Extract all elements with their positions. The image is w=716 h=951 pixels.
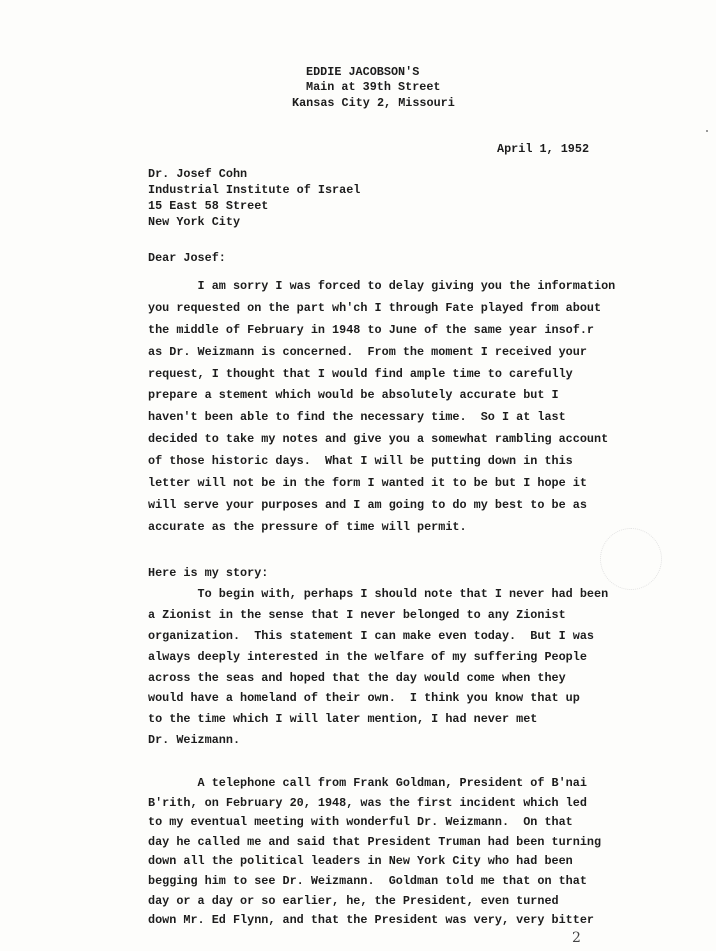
text-line: Dr. Weizmann. [148,733,241,748]
address-line: Dr. Josef Cohn [148,167,248,181]
text-line: would have a homeland of their own. I think you know that up [148,691,580,706]
paragraph-3 [148,776,601,933]
text-line: always deeply interested in the welfare of my suffering People [148,649,587,664]
text-line: day or a day or so earlier, he, the President, even turned [148,893,559,908]
address-line: 15 East 58 Street [148,199,269,213]
text-line: organization. This statement I can make even today. But I was [148,628,594,643]
text-line: I am sorry I was forced to delay giving you the information [148,279,616,293]
text-line: of those historic days. What I will be putting down in this [148,454,573,469]
text-line: To begin with, perhaps I should note that I never had been [148,587,609,601]
paragraph-1 [148,279,615,542]
letterhead-street: Main at 39th Street [306,80,441,94]
text-line: accurate as the pressure of time will permit. [148,519,467,534]
story-heading: Here is my story: [148,566,269,580]
page-number: 2 [572,930,581,946]
letterhead-city: Kansas City 2, Missouri [292,96,455,110]
text-line: letter will not be in the form I wanted it to be but I hope it [148,476,587,491]
salutation: Dear Josef: [148,251,226,265]
scan-speck [706,130,708,132]
text-line: a Zionist in the sense that I never belonged to any Zionist [148,607,566,622]
faint-stamp-mark [600,528,662,590]
text-line: the middle of February in 1948 to June of the same year insof.r [148,322,594,337]
text-line: down all the political leaders in New York City who had been [148,854,573,869]
text-line: across the seas and hoped that the day would come when they [148,670,566,685]
address-line: New York City [148,215,241,229]
letter-date: April 1, 1952 [497,142,590,156]
text-line: decided to take my notes and give you a somewhat rambling account [148,432,609,447]
text-line: prepare a stement which would be absolutely accurate but I [148,388,559,403]
text-line: as Dr. Weizmann is concerned. From the moment I received your [148,344,587,359]
text-line: day he called me and said that President Truman had been turning [148,834,602,849]
paragraph-2 [148,587,608,754]
text-line: B'rith, on February 20, 1948, was the first incident which led [148,795,587,810]
text-line: you requested on the part wh'ch I through Fate played from about [148,300,602,315]
letterhead-name: EDDIE JACOBSON'S [306,65,420,79]
text-line: begging him to see Dr. Weizmann. Goldman told me that on that [148,873,587,888]
text-line: down Mr. Ed Flynn, and that the President was very, very bitter [148,913,594,928]
text-line: to my eventual meeting with wonderful Dr. Weizmann. On that [148,815,573,830]
text-line: will serve your purposes and I am going to do my best to be as [148,497,587,512]
text-line: to the time which I will later mention, I had never met [148,712,538,727]
text-line: haven't been able to find the necessary time. So I at last [148,410,566,425]
address-line: Industrial Institute of Israel [148,183,361,197]
text-line: request, I thought that I would find ample time to carefully [148,366,573,381]
recipient-address [148,167,360,231]
text-line: A telephone call from Frank Goldman, President of B'nai [148,776,587,790]
